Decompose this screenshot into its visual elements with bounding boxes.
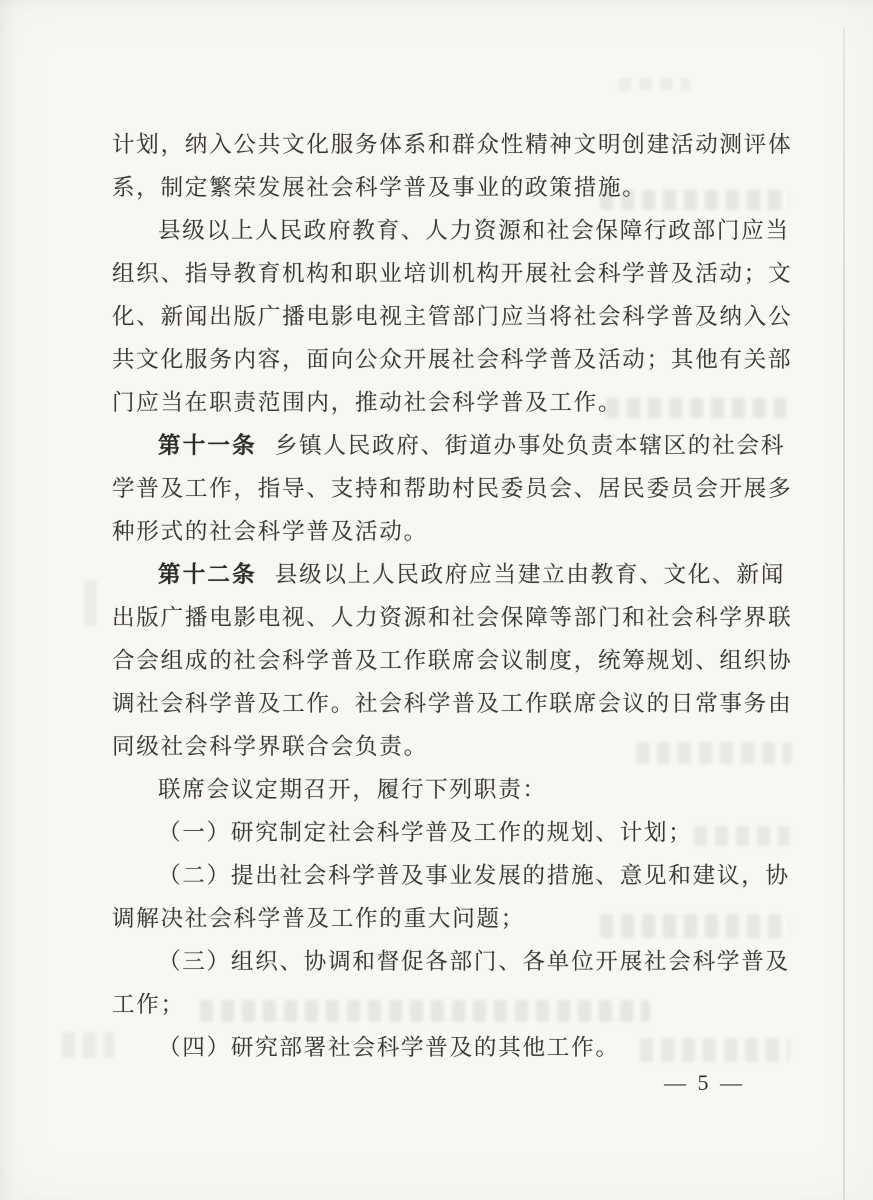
text-line [112, 983, 790, 1026]
text-line [112, 897, 790, 940]
line-text: 出版广播电影电视、人力资源和社会保障等部门和社会科学界联 [112, 605, 793, 630]
article-heading-line [112, 553, 790, 596]
line-text: 共文化服务内容，面向公众开展社会科学普及活动；其他有关部 [112, 347, 793, 372]
line-text: 组织、指导教育机构和职业培训机构开展社会科学普及活动；文 [112, 261, 793, 286]
text-line [112, 467, 793, 510]
text-line [112, 940, 790, 983]
line-text: （二）提出社会科学普及事业发展的措施、意见和建议，协 [158, 863, 790, 888]
line-text: 种形式的社会科学普及活动。 [112, 519, 428, 544]
line-text: 同级社会科学界联合会负责。 [112, 734, 428, 759]
article-number: 第十二条 [158, 562, 257, 587]
text-line [112, 123, 793, 166]
document-lines [112, 123, 793, 1069]
article-number: 第十一条 [158, 433, 257, 458]
line-text: 联席会议定期召开，履行下列职责： [158, 777, 547, 802]
text-line [112, 510, 790, 553]
text-line [112, 295, 793, 338]
text-line [112, 639, 793, 682]
article-heading-line [112, 424, 790, 467]
text-line [112, 1026, 790, 1069]
text-line [112, 725, 790, 768]
line-text: （四）研究部署社会科学普及的其他工作。 [158, 1035, 620, 1060]
text-line [112, 854, 790, 897]
text-line [112, 381, 790, 424]
text-line [112, 682, 793, 725]
line-text: （一）研究制定社会科学普及工作的规划、计划； [158, 820, 693, 845]
line-text: 工作； [112, 992, 185, 1017]
line-text: 学普及工作，指导、支持和帮助村民委员会、居民委员会开展多 [112, 476, 793, 501]
line-text: 系，制定繁荣发展社会科学普及事业的政策措施。 [112, 175, 647, 200]
line-text: 化、新闻出版广播电影电视主管部门应当将社会科学普及纳入公 [112, 304, 793, 329]
text-line [112, 252, 793, 295]
line-text: 合会组成的社会科学普及工作联席会议制度，统筹规划、组织协 [112, 648, 793, 673]
text-line [112, 768, 790, 811]
scan-artifact [84, 580, 102, 626]
line-text: 县级以上人民政府应当建立由教育、文化、新闻 [274, 562, 786, 587]
scan-artifact [618, 78, 690, 91]
page-number: — 5 — [664, 1070, 745, 1095]
text-line [112, 596, 793, 639]
line-text: （三）组织、协调和督促各部门、各单位开展社会科学普及 [158, 949, 790, 974]
text-line [112, 338, 793, 381]
line-text: 县级以上人民政府教育、人力资源和社会保障行政部门应当 [158, 218, 790, 243]
text-line [112, 811, 790, 854]
line-text: 乡镇人民政府、街道办事处负责本辖区的社会科 [274, 433, 786, 458]
line-text: 调解决社会科学普及工作的重大问题； [112, 906, 526, 931]
line-text: 计划，纳入公共文化服务体系和群众性精神文明创建活动测评体 [112, 132, 793, 157]
line-text: 门应当在职责范围内，推动社会科学普及工作。 [112, 390, 623, 415]
scan-artifact [62, 1032, 114, 1058]
scanner-streak [843, 28, 845, 1200]
line-text: 调社会科学普及工作。社会科学普及工作联席会议的日常事务由 [112, 691, 793, 716]
text-line [112, 209, 790, 252]
text-line [112, 166, 790, 209]
